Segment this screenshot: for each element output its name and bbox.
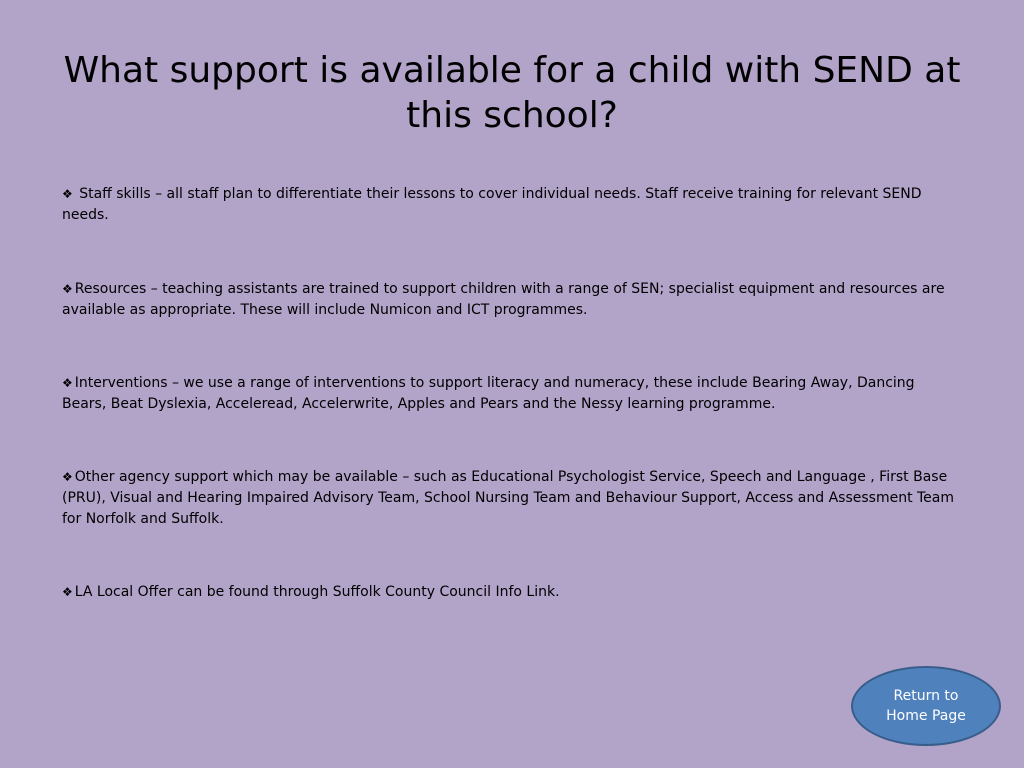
bullet-text: Staff skills – all staff plan to differentiate their lessons to cover individual needs. Staff receive training for relevant SEND needs.	[62, 186, 922, 223]
bullet-item-agency-support	[62, 467, 962, 530]
diamond-bullet-icon: ❖	[62, 470, 73, 484]
diamond-bullet-icon: ❖	[62, 376, 73, 390]
return-to-home-page-label: Return to Home Page	[886, 688, 966, 724]
return-to-home-page-button[interactable]	[851, 666, 1001, 746]
bullet-text: LA Local Offer can be found through Suffolk County Council Info Link.	[74, 584, 560, 600]
bullet-item-local-offer	[62, 582, 962, 603]
diamond-bullet-icon: ❖	[62, 187, 73, 201]
bullet-text: Interventions – we use a range of interventions to support literacy and numeracy, these include Bearing Away, Dancing Bears, Beat Dyslexia, Acceleread, Accelerwrite, Apples and Pears and the Nessy learning programme.	[62, 375, 915, 412]
diamond-bullet-icon: ❖	[62, 282, 73, 296]
slide-title: What support is available for a child with SEND at this school?	[63, 50, 961, 136]
bullet-text: Resources – teaching assistants are trained to support children with a range of SEN; specialist equipment and resources are available as appropriate. These will include Numicon and ICT programmes.	[62, 281, 945, 318]
bullet-text: Other agency support which may be available – such as Educational Psychologist Service, Speech and Language , First Base (PRU), Visual and Hearing Impaired Advisory Team, School Nursing Team and Behaviour Support, Access and Assessment Team for Norfolk and Suffolk.	[62, 469, 955, 527]
bullet-item-staff-skills	[62, 184, 962, 226]
bullet-item-interventions	[62, 373, 962, 415]
bullet-item-resources	[62, 279, 962, 321]
diamond-bullet-icon: ❖	[62, 585, 73, 599]
